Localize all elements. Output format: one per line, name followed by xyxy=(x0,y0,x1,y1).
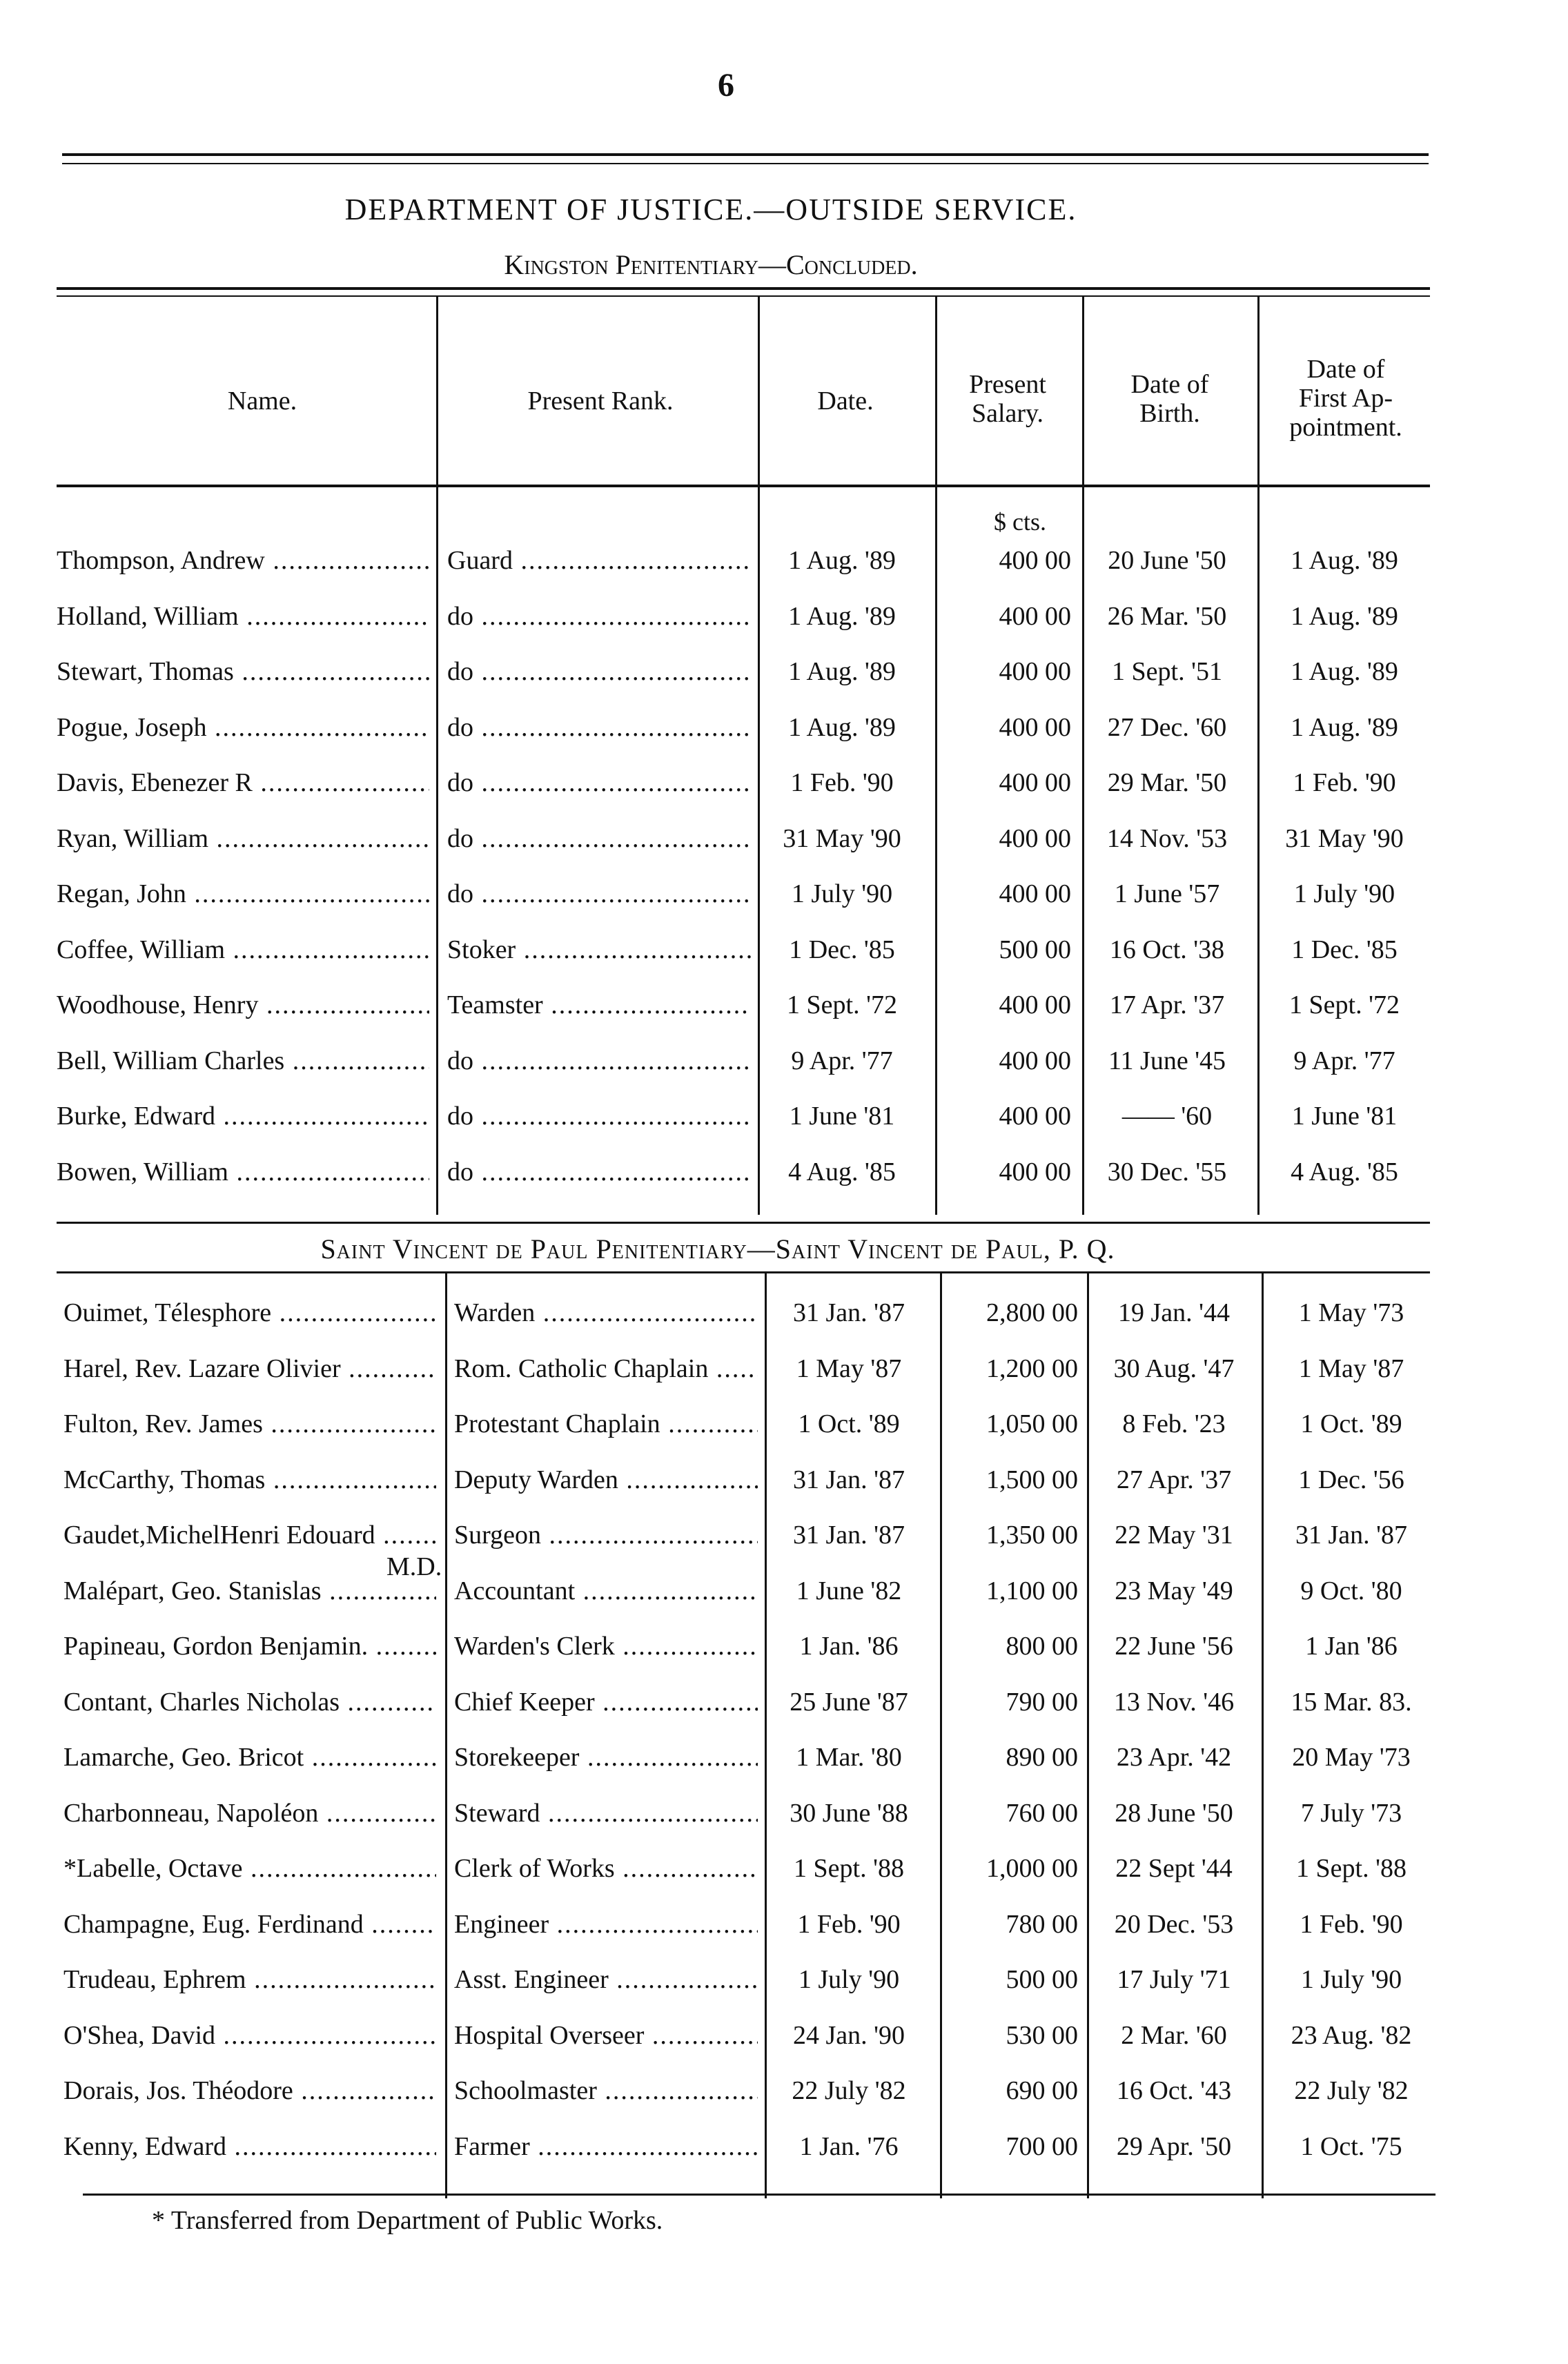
cell-salary: 760 00 xyxy=(1006,1798,1078,1828)
top-rule-thin xyxy=(62,163,1429,164)
cell-first-appointment: 1 June '81 xyxy=(1291,1102,1398,1131)
cell-name: Contant, Charles Nicholas ..... xyxy=(63,1687,436,1717)
cell-first-appointment: 1 Aug. '89 xyxy=(1291,601,1398,631)
cell-birth: 29 Apr. '50 xyxy=(1116,2131,1232,2161)
table-row xyxy=(0,1046,1449,1101)
cell-date: 1 Feb. '90 xyxy=(790,768,894,797)
cell-rank: Protestant Chaplain ..... xyxy=(454,1409,758,1439)
table-row xyxy=(7,1687,1456,1742)
table-row xyxy=(7,2131,1456,2187)
cell-name: Pogue, Joseph ..... xyxy=(57,712,429,743)
cell-rank: Farmer ..... xyxy=(454,2131,758,2162)
cell-birth: 1 Sept. '51 xyxy=(1112,657,1222,686)
cell-salary: 1,000 00 xyxy=(986,1854,1078,1883)
section-rule xyxy=(57,1222,1430,1224)
table-row xyxy=(0,935,1449,990)
cell-date: 30 June '88 xyxy=(790,1798,908,1828)
table-row xyxy=(0,823,1449,879)
cell-rank: do ..... xyxy=(447,768,751,798)
cell-salary: 400 00 xyxy=(999,1102,1071,1131)
cell-salary: 400 00 xyxy=(999,657,1071,686)
cell-birth: 29 Mar. '50 xyxy=(1107,768,1227,797)
cell-salary: 400 00 xyxy=(999,712,1071,742)
col-header-birth xyxy=(1090,370,1249,428)
cell-first-appointment: 1 July '90 xyxy=(1300,1965,1402,1994)
cell-date: 1 Aug. '89 xyxy=(788,657,896,686)
cell-birth: 23 Apr. '42 xyxy=(1116,1743,1232,1772)
cell-birth: 1 June '57 xyxy=(1114,879,1220,908)
cell-name: Burke, Edward ..... xyxy=(57,1101,429,1131)
cell-birth: 19 Jan. '44 xyxy=(1117,1298,1230,1327)
cell-first-appointment: 1 May '87 xyxy=(1298,1354,1404,1383)
cell-rank: do ..... xyxy=(447,1046,751,1076)
cell-date: 1 Sept. '88 xyxy=(794,1854,904,1883)
cell-first-appointment: 31 Jan. '87 xyxy=(1295,1521,1407,1550)
cell-date: 1 Aug. '89 xyxy=(788,712,896,742)
table-row xyxy=(7,1576,1456,1631)
cell-salary: 890 00 xyxy=(1006,1743,1078,1772)
table-row xyxy=(0,1157,1449,1212)
cell-name: Lamarche, Geo. Bricot ..... xyxy=(63,1742,436,1772)
cell-name: *Labelle, Octave ..... xyxy=(63,1853,436,1884)
cell-name: Regan, John ..... xyxy=(57,879,429,909)
cell-salary: 400 00 xyxy=(999,879,1071,908)
cell-salary: 780 00 xyxy=(1006,1909,1078,1939)
cell-first-appointment: 1 Oct. '89 xyxy=(1300,1409,1402,1438)
table-row xyxy=(7,1465,1456,1520)
cell-birth: 28 June '50 xyxy=(1115,1798,1233,1828)
cell-rank: Warden ..... xyxy=(454,1298,758,1328)
cell-name: Champagne, Eug. Ferdinand ..... xyxy=(63,1909,436,1940)
cell-birth: 13 Nov. '46 xyxy=(1113,1687,1235,1717)
page-title: DEPARTMENT OF JUSTICE.—OUTSIDE SERVICE. xyxy=(344,193,1077,226)
cell-name: Woodhouse, Henry ..... xyxy=(57,990,429,1020)
cell-name: Stewart, Thomas ..... xyxy=(57,656,429,687)
cell-salary: 2,800 00 xyxy=(986,1298,1078,1327)
table-row xyxy=(0,545,1449,600)
cell-birth: 11 June '45 xyxy=(1108,1046,1226,1075)
cell-first-appointment: 1 Feb. '90 xyxy=(1300,1909,1403,1939)
cell-salary: 1,350 00 xyxy=(986,1521,1078,1550)
cell-rank: Warden's Clerk ..... xyxy=(454,1631,758,1661)
cell-rank: Engineer ..... xyxy=(454,1909,758,1940)
cell-date: 31 May '90 xyxy=(783,823,901,853)
cell-salary: 400 00 xyxy=(999,1157,1071,1186)
cell-date: 1 June '81 xyxy=(789,1102,895,1131)
cell-name: Bell, William Charles ..... xyxy=(57,1046,429,1076)
page-number: 6 xyxy=(718,67,734,104)
table-row xyxy=(7,1354,1456,1409)
table-row xyxy=(7,1964,1456,2020)
cell-date: 1 Mar. '80 xyxy=(796,1743,902,1772)
cell-birth: 16 Oct. '43 xyxy=(1116,2076,1232,2105)
header-rule-top xyxy=(57,287,1430,290)
cell-first-appointment: 1 Oct. '75 xyxy=(1300,2131,1402,2161)
cell-name: Ouimet, Télesphore ..... xyxy=(63,1298,436,1328)
cell-first-appointment: 15 Mar. 83. xyxy=(1291,1687,1412,1717)
cell-date: 22 July '82 xyxy=(792,2076,906,2105)
cell-birth: 30 Dec. '55 xyxy=(1107,1157,1227,1186)
cell-birth: 17 July '71 xyxy=(1117,1965,1231,1994)
col-header-first-line1: Date of xyxy=(1306,355,1385,384)
cell-date: 1 Oct. '89 xyxy=(798,1409,900,1438)
cell-name: Kenny, Edward ..... xyxy=(63,2131,436,2162)
cell-salary: 500 00 xyxy=(999,935,1071,964)
cell-date: 4 Aug. '85 xyxy=(788,1157,896,1186)
cell-first-appointment: 1 Sept. '88 xyxy=(1296,1854,1407,1883)
cell-first-appointment: 1 July '90 xyxy=(1293,879,1395,908)
cell-date: 31 Jan. '87 xyxy=(792,1521,905,1550)
cell-rank: Chief Keeper ..... xyxy=(454,1687,758,1717)
header-rule-bottom xyxy=(57,485,1430,487)
cell-name: Malépart, Geo. Stanislas ..... xyxy=(63,1576,436,1606)
section-title: Saint Vincent de Paul Penitentiary—Saint Vincent de Paul, P. Q. xyxy=(320,1233,1115,1264)
md-suffix: M.D. xyxy=(386,1552,442,1581)
col-header-birth-line1: Date of xyxy=(1130,370,1209,399)
table-row xyxy=(7,1520,1456,1575)
cell-salary: 1,050 00 xyxy=(986,1409,1078,1438)
cell-first-appointment: 1 May '73 xyxy=(1298,1298,1404,1327)
col-header-first-line3: pointment. xyxy=(1289,413,1402,442)
table-row xyxy=(7,1798,1456,1853)
cell-first-appointment: 9 Oct. '80 xyxy=(1300,1576,1402,1605)
table-row xyxy=(7,2020,1456,2075)
table-row xyxy=(7,1853,1456,1908)
cell-name: Harel, Rev. Lazare Olivier ..... xyxy=(63,1354,436,1384)
cell-first-appointment: 1 Dec. '85 xyxy=(1291,935,1398,964)
table-row xyxy=(7,1409,1456,1464)
cell-salary: 800 00 xyxy=(1006,1632,1078,1661)
cell-salary: 790 00 xyxy=(1006,1687,1078,1717)
cell-name: Trudeau, Ephrem ..... xyxy=(63,1964,436,1995)
cell-salary: 1,200 00 xyxy=(986,1354,1078,1383)
cell-name: Papineau, Gordon Benjamin. ..... xyxy=(63,1631,436,1661)
col-header-first xyxy=(1263,355,1429,442)
cell-date: 1 Dec. '85 xyxy=(789,935,895,964)
cell-rank: do ..... xyxy=(447,879,751,909)
table-row xyxy=(0,601,1449,656)
cell-name: Dorais, Jos. Théodore ..... xyxy=(63,2075,436,2106)
section-rule-bottom xyxy=(57,1271,1430,1273)
cell-first-appointment: 1 Feb. '90 xyxy=(1293,768,1396,797)
col-header-name: Name. xyxy=(227,387,297,416)
cell-name: Thompson, Andrew ..... xyxy=(57,545,429,576)
cell-birth: 27 Apr. '37 xyxy=(1116,1465,1232,1494)
cell-name: Gaudet,MichelHenri Edouard ..... xyxy=(63,1520,436,1550)
cell-birth: 16 Oct. '38 xyxy=(1109,935,1225,964)
table-row xyxy=(0,656,1449,712)
cell-first-appointment: 1 Sept. '72 xyxy=(1289,990,1400,1019)
cell-date: 1 June '82 xyxy=(796,1576,902,1605)
cell-salary: 400 00 xyxy=(999,546,1071,575)
header-rule-top-thin xyxy=(57,295,1430,297)
cell-rank: Steward ..... xyxy=(454,1798,758,1828)
table-row xyxy=(7,1631,1456,1686)
cell-first-appointment: 1 Jan '86 xyxy=(1305,1632,1398,1661)
cell-birth: 23 May '49 xyxy=(1115,1576,1233,1605)
cell-rank: do ..... xyxy=(447,1157,751,1187)
cell-birth: 2 Mar. '60 xyxy=(1121,2020,1227,2050)
cell-date: 1 May '87 xyxy=(796,1354,902,1383)
cell-birth: 22 June '56 xyxy=(1115,1632,1233,1661)
cell-birth: 17 Apr. '37 xyxy=(1109,990,1225,1019)
cell-birth: 26 Mar. '50 xyxy=(1107,601,1227,631)
cell-salary: 400 00 xyxy=(999,990,1071,1019)
cell-name: Holland, William ..... xyxy=(57,601,429,632)
cell-rank: do ..... xyxy=(447,712,751,743)
cell-salary: 690 00 xyxy=(1006,2076,1078,2105)
cell-date: 1 July '90 xyxy=(798,1965,900,1994)
cell-rank: Rom. Catholic Chaplain ..... xyxy=(454,1354,758,1384)
cell-date: 1 Jan. '86 xyxy=(799,1632,899,1661)
cell-birth: 20 June '50 xyxy=(1108,546,1226,575)
cell-date: 24 Jan. '90 xyxy=(792,2020,905,2050)
table-row xyxy=(0,768,1449,823)
currency-label: $ cts. xyxy=(994,508,1046,536)
cell-salary: 1,100 00 xyxy=(986,1576,1078,1605)
cell-date: 1 July '90 xyxy=(791,879,893,908)
cell-rank: Guard ..... xyxy=(447,545,751,576)
cell-birth: 20 Dec. '53 xyxy=(1114,1909,1234,1939)
cell-salary: 530 00 xyxy=(1006,2020,1078,2050)
cell-first-appointment: 9 Apr. '77 xyxy=(1293,1046,1395,1075)
cell-birth: 22 Sept '44 xyxy=(1115,1854,1233,1883)
cell-birth: 30 Aug. '47 xyxy=(1113,1354,1235,1383)
cell-name: Coffee, William ..... xyxy=(57,935,429,965)
cell-rank: Surgeon ..... xyxy=(454,1520,758,1550)
cell-date: 1 Feb. '90 xyxy=(797,1909,901,1939)
cell-rank: Schoolmaster ..... xyxy=(454,2075,758,2106)
col-header-birth-line2: Birth. xyxy=(1139,399,1200,428)
cell-date: 1 Jan. '76 xyxy=(799,2131,899,2161)
cell-name: Ryan, William ..... xyxy=(57,823,429,854)
col-header-salary-line2: Salary. xyxy=(971,399,1044,428)
cell-first-appointment: 22 July '82 xyxy=(1294,2076,1409,2105)
footnote-rule xyxy=(83,2194,1435,2196)
cell-salary: 400 00 xyxy=(999,768,1071,797)
footnote: * Transferred from Department of Public Works. xyxy=(152,2206,663,2235)
table-row xyxy=(7,1298,1456,1353)
cell-first-appointment: 1 Aug. '89 xyxy=(1291,712,1398,742)
cell-salary: 400 00 xyxy=(999,601,1071,631)
cell-birth: 22 May '31 xyxy=(1115,1521,1233,1550)
table-row xyxy=(0,712,1449,768)
cell-birth: 8 Feb. '23 xyxy=(1122,1409,1226,1438)
cell-first-appointment: 1 Aug. '89 xyxy=(1291,546,1398,575)
col-header-first-line2: First Ap- xyxy=(1298,384,1393,413)
top-rule xyxy=(62,153,1429,156)
cell-first-appointment: 1 Aug. '89 xyxy=(1291,657,1398,686)
cell-first-appointment: 20 May '73 xyxy=(1292,1743,1411,1772)
cell-name: Bowen, William ..... xyxy=(57,1157,429,1187)
cell-date: 1 Aug. '89 xyxy=(788,546,896,575)
cell-name: Fulton, Rev. James ..... xyxy=(63,1409,436,1439)
cell-name: Charbonneau, Napoléon ..... xyxy=(63,1798,436,1828)
cell-rank: do ..... xyxy=(447,1101,751,1131)
cell-birth: —— '60 xyxy=(1121,1102,1213,1131)
table-row xyxy=(7,2075,1456,2131)
table-row xyxy=(0,990,1449,1045)
cell-first-appointment: 31 May '90 xyxy=(1285,823,1404,853)
cell-name: O'Shea, David ..... xyxy=(63,2020,436,2051)
cell-salary: 1,500 00 xyxy=(986,1465,1078,1494)
cell-first-appointment: 1 Dec. '56 xyxy=(1298,1465,1404,1494)
cell-first-appointment: 4 Aug. '85 xyxy=(1291,1157,1398,1186)
cell-rank: Teamster ..... xyxy=(447,990,751,1020)
cell-date: 31 Jan. '87 xyxy=(792,1298,905,1327)
cell-rank: Hospital Overseer ..... xyxy=(454,2020,758,2051)
table-row xyxy=(7,1909,1456,1964)
cell-birth: 27 Dec. '60 xyxy=(1107,712,1227,742)
cell-name: McCarthy, Thomas ..... xyxy=(63,1465,436,1495)
cell-first-appointment: 7 July '73 xyxy=(1300,1798,1402,1828)
cell-rank: Asst. Engineer ..... xyxy=(454,1964,758,1995)
cell-date: 1 Sept. '72 xyxy=(787,990,897,1019)
table-row xyxy=(0,1101,1449,1156)
col-header-salary-line1: Present xyxy=(969,370,1046,399)
cell-birth: 14 Nov. '53 xyxy=(1106,823,1228,853)
col-header-salary xyxy=(939,370,1077,428)
cell-date: 9 Apr. '77 xyxy=(791,1046,893,1075)
cell-name: Davis, Ebenezer R ..... xyxy=(57,768,429,798)
cell-salary: 400 00 xyxy=(999,1046,1071,1075)
cell-date: 25 June '87 xyxy=(790,1687,908,1717)
cell-rank: Stoker ..... xyxy=(447,935,751,965)
table-row xyxy=(7,1742,1456,1797)
col-header-date: Date. xyxy=(817,387,874,416)
cell-date: 31 Jan. '87 xyxy=(792,1465,905,1494)
page-subtitle: Kingston Penitentiary—Concluded. xyxy=(504,249,918,280)
cell-rank: do ..... xyxy=(447,823,751,854)
col-header-rank: Present Rank. xyxy=(527,387,674,416)
cell-salary: 700 00 xyxy=(1006,2131,1078,2161)
cell-salary: 400 00 xyxy=(999,823,1071,853)
cell-first-appointment: 23 Aug. '82 xyxy=(1291,2020,1412,2050)
cell-rank: do ..... xyxy=(447,601,751,632)
cell-date: 1 Aug. '89 xyxy=(788,601,896,631)
cell-rank: Storekeeper ..... xyxy=(454,1742,758,1772)
table-row xyxy=(0,879,1449,934)
cell-rank: Accountant ..... xyxy=(454,1576,758,1606)
cell-rank: Clerk of Works ..... xyxy=(454,1853,758,1884)
cell-salary: 500 00 xyxy=(1006,1965,1078,1994)
cell-rank: Deputy Warden ..... xyxy=(454,1465,758,1495)
cell-rank: do ..... xyxy=(447,656,751,687)
